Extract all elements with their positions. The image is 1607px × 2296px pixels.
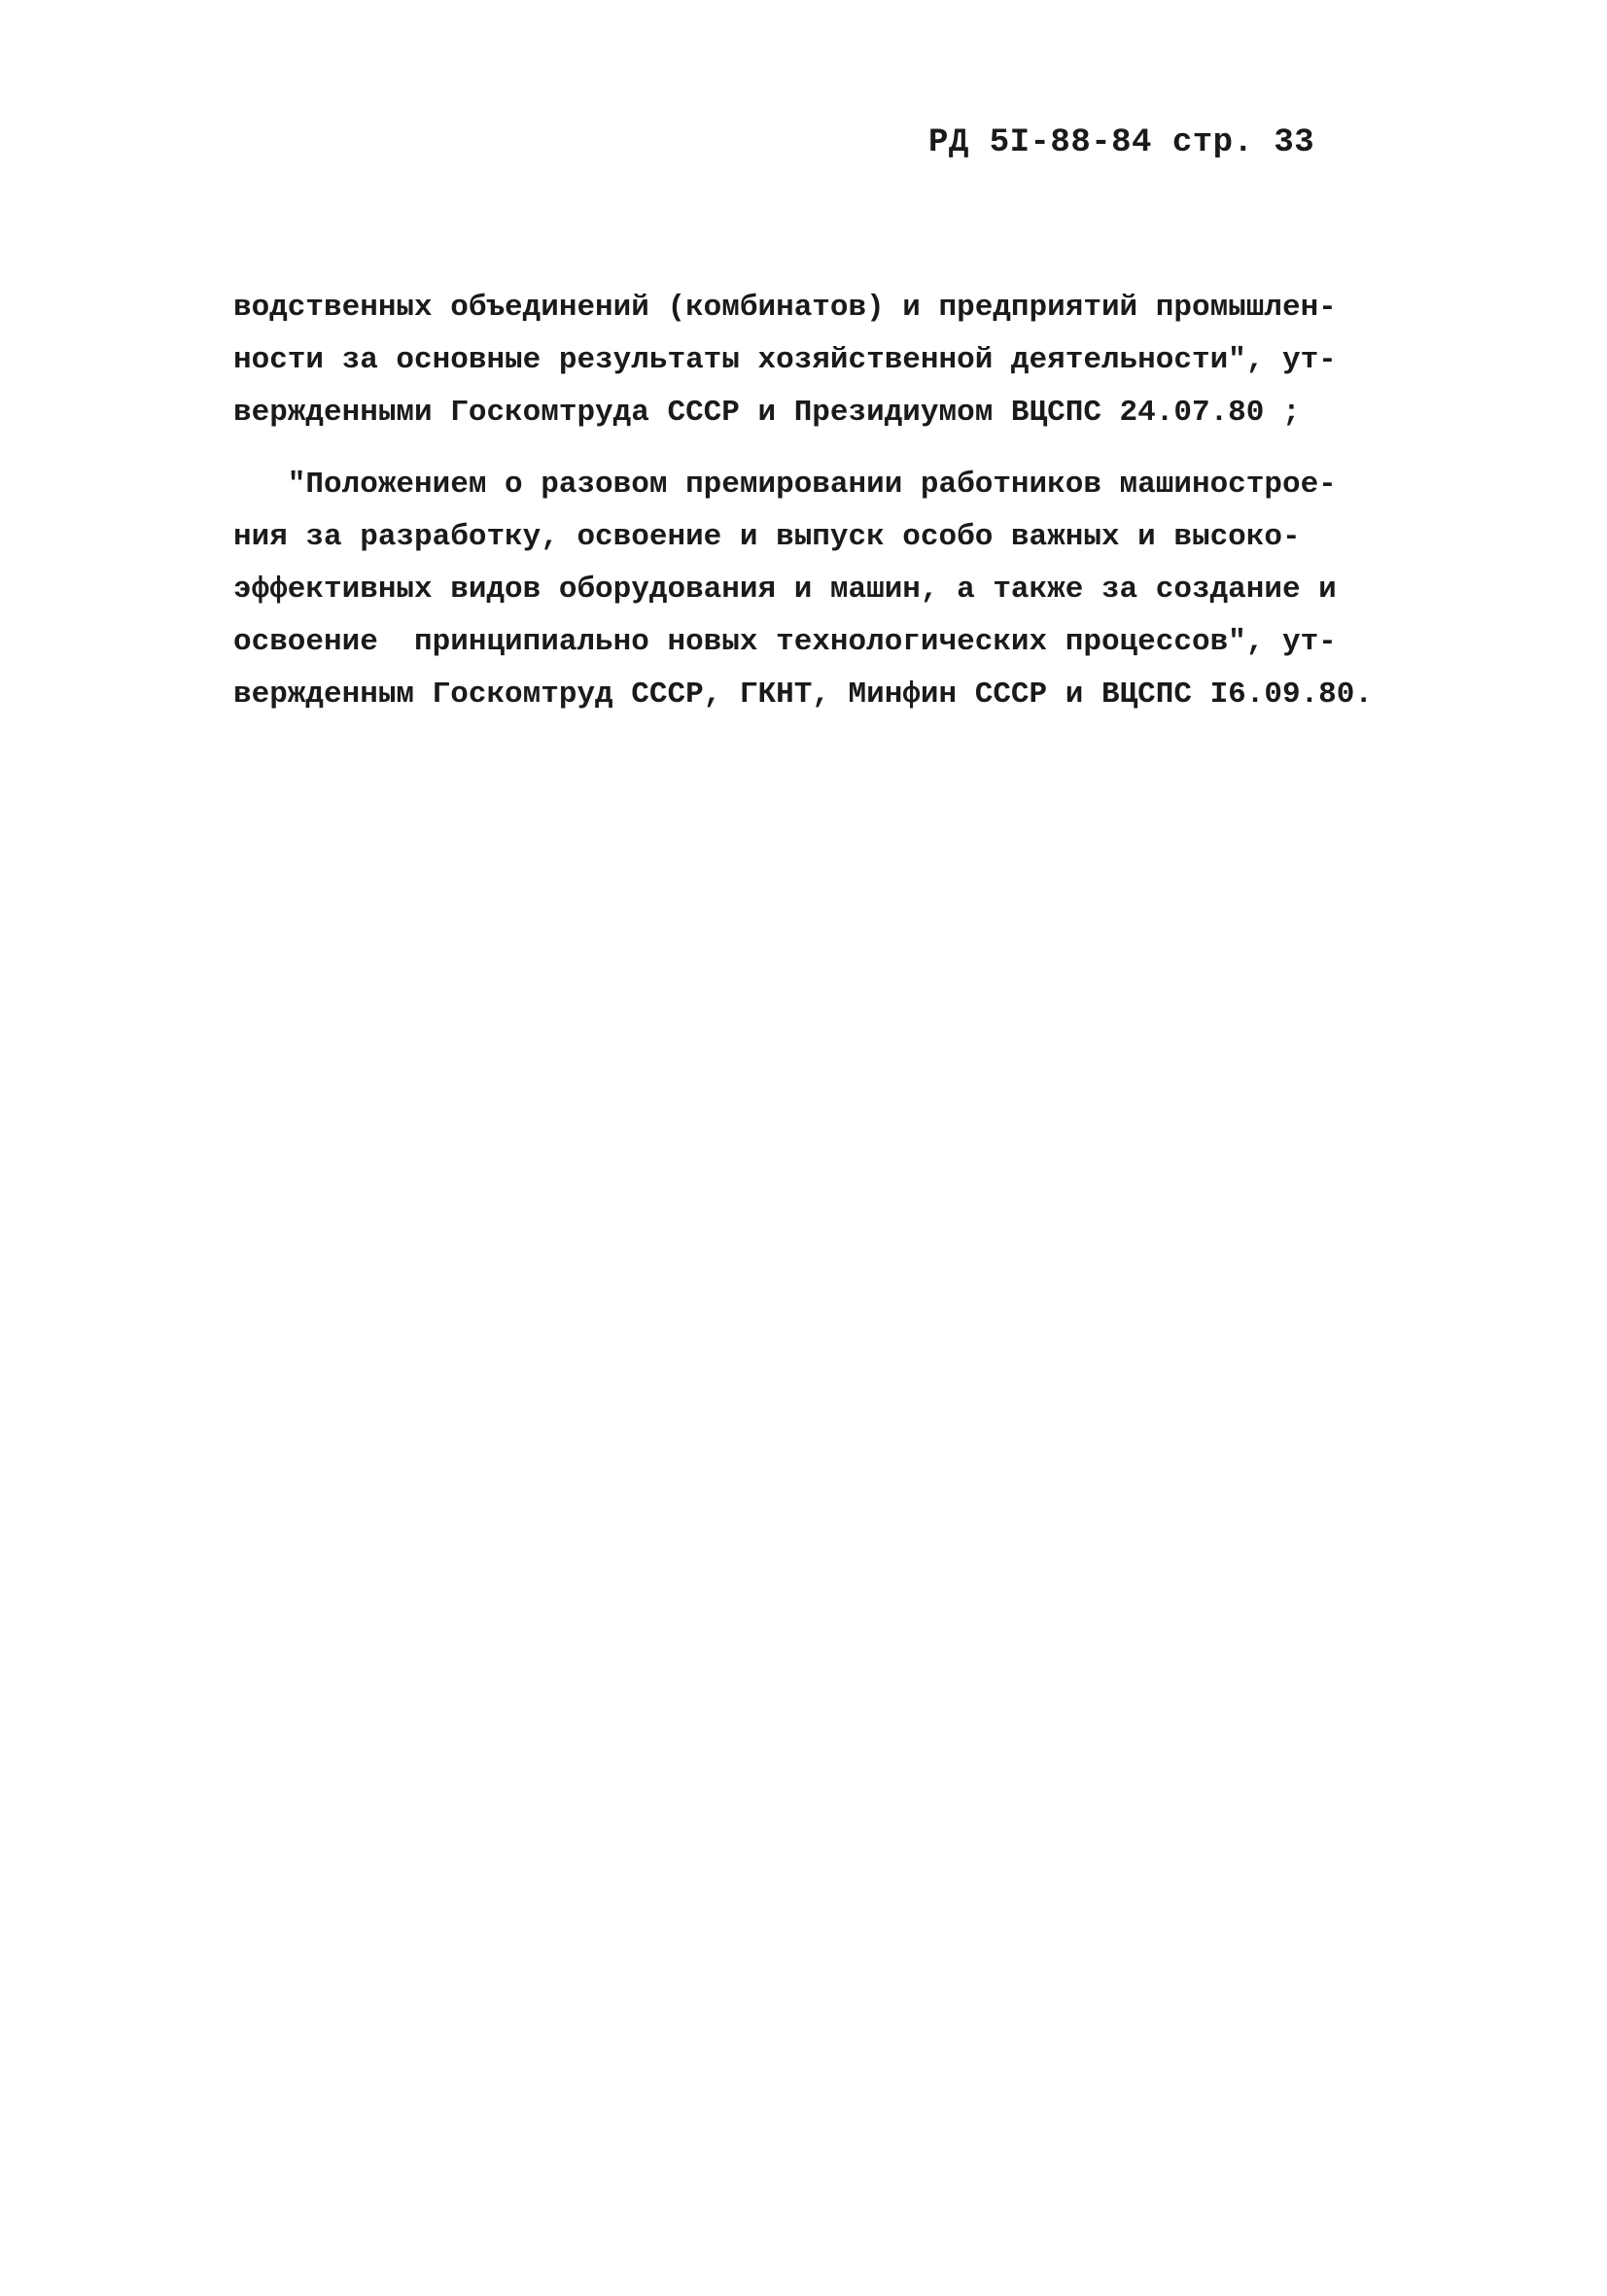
text-line: эффективных видов оборудования и машин, а также за создание и [233,573,1337,607]
paragraph-2 [233,459,1380,721]
text-line: вержденными Госкомтруда СССР и Президиумом ВЦСПС 24.07.80 ; [233,396,1301,430]
text-line: водственных объединений (комбинатов) и предприятий промышлен- [233,291,1337,325]
text-line: ности за основные результаты хозяйственной деятельности", ут- [233,343,1337,377]
text-line: ния за разработку, освоение и выпуск особо важных и высоко- [233,520,1301,554]
document-body [233,282,1380,721]
text-line: "Положением о разовом премировании работников машиностроe- [233,468,1337,502]
page-header: РД 5I-88-84 стр. 33 [928,124,1315,161]
text-line: освоение принципиально новых технологических процессов", ут- [233,625,1337,659]
text-line: вержденным Госкомтруд СССР, ГКНТ, Минфин СССР и ВЦСПС I6.09.80. [233,678,1373,712]
paragraph-1 [233,282,1380,439]
paragraph-gap [233,439,1380,459]
